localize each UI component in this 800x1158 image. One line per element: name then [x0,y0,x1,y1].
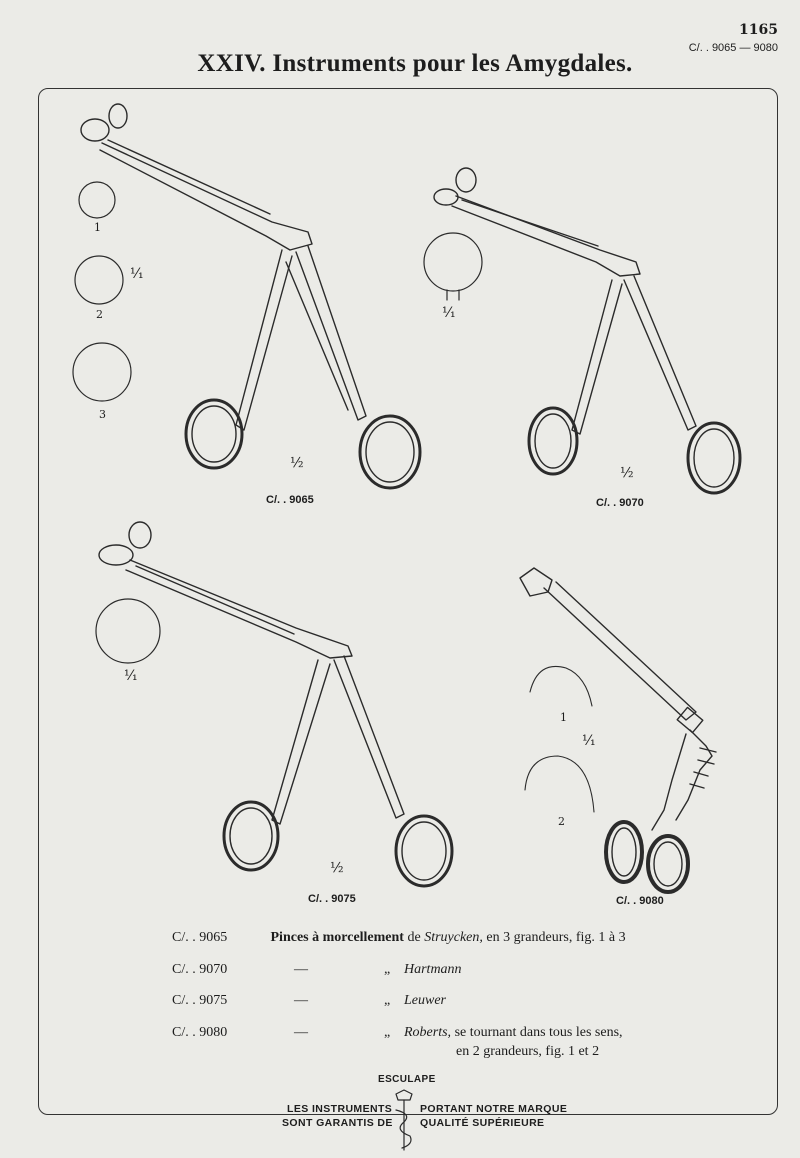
page-number: 1165 [739,22,778,38]
size-ring-9070 [424,233,482,300]
figure-label-9075: C/. . 9075 [308,893,356,905]
legend-rest-line2: en 2 grandeurs, fig. 1 et 2 [456,1044,600,1059]
size-label: 1 [94,221,101,234]
scale-label: ¹⁄₁ [582,733,596,749]
size-circle-2 [75,256,123,304]
figure-label-9065: C/. . 9065 [266,494,314,506]
legend-row [172,993,652,1009]
legend-quote: „ [384,993,391,1008]
forceps-9080-drawing [520,568,716,892]
figure-label-9080: C/. . 9080 [616,895,664,907]
legend-name: Struycken, [424,930,483,945]
legend-desc: Pinces à morcellement [270,930,404,945]
legend-row [172,962,652,978]
legend-de: de [407,930,421,945]
legend-row [172,930,652,946]
forceps-9075-drawing [99,522,452,886]
scale-label: ½ [620,465,634,481]
footer-brand: ESCULAPE [378,1074,436,1085]
legend-quote: „ [384,1025,391,1040]
page-title: XXIV. Instruments pour les Amygdales. [197,50,633,77]
legend-code: C/. . 9070 [172,962,228,977]
size-ring-9075 [96,599,160,663]
legend-dash: — [294,1025,308,1040]
scale-label: ½ [330,860,344,876]
arc-label: 2 [558,815,565,828]
size-circle-1 [79,182,115,218]
legend-dash: — [294,993,308,1008]
size-circle-3 [73,343,131,401]
footer-left-line1: LES INSTRUMENTS [287,1103,393,1115]
legend-dash: — [294,962,308,977]
forceps-9065-drawing [81,104,420,488]
legend-rest: se tournant dans tous les sens, [454,1025,623,1040]
legend-name: Roberts, [404,1025,452,1040]
legend-code: C/. . 9080 [172,1025,228,1040]
legend-row [172,1025,672,1065]
catalog-range: C/. . 9065 — 9080 [688,42,778,54]
legend-code: C/. . 9065 [172,930,228,945]
legend-code: C/. . 9075 [172,993,228,1008]
footer-right-line1: PORTANT NOTRE MARQUE [420,1103,568,1115]
footer-left-line2: SONT GARANTIS DE [282,1117,393,1129]
size-arc-1 [530,666,592,706]
arc-label: 1 [560,711,567,724]
scale-label: ¹⁄₁ [442,305,456,321]
footer-right-line2: QUALITÉ SUPÉRIEURE [420,1117,545,1129]
size-label: 3 [99,408,106,421]
legend-name: Leuwer [404,993,446,1008]
size-arc-2 [525,756,594,812]
scale-label: ¹⁄₁ [130,266,144,282]
legend-quote: „ [384,962,391,977]
figure-label-9070: C/. . 9070 [596,497,644,509]
size-label: 2 [96,308,103,321]
legend-name: Hartmann [404,962,462,977]
esculape-caduceus-emblem [396,1090,412,1150]
scale-label: ¹⁄₁ [124,668,138,684]
forceps-9070-drawing [434,168,740,493]
scale-label: ½ [290,455,304,471]
legend-rest: en 3 grandeurs, fig. 1 à 3 [486,930,626,945]
